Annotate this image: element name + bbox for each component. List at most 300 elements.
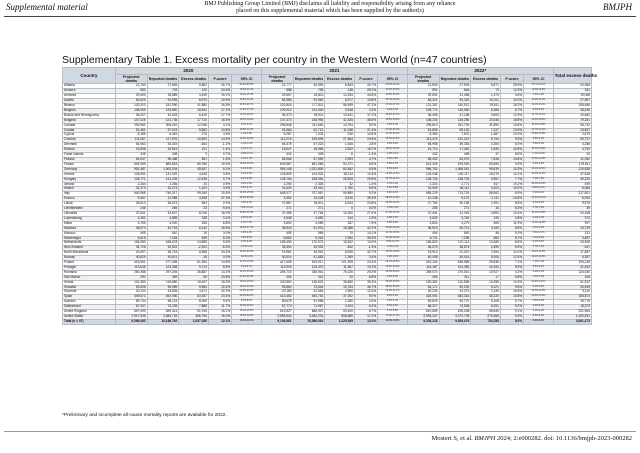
value-cell: 21,843 [407,84,439,89]
value-cell: 851 [179,158,209,163]
value-cell: 3,528 [179,197,209,202]
value-cell: 655,229 [407,192,439,197]
country-cell: Norway [63,256,116,261]
value-cell: 7,203 [293,133,325,138]
value-cell: 4,652 [293,216,325,221]
country-cell: Total (n = 47) [63,319,116,324]
ci-cell: 14.1%-14.2% [232,270,262,275]
value-cell: 108,234 [407,118,439,123]
value-cell: 110,836 [439,280,471,285]
country-cell: Armenia [63,94,116,99]
value-cell: 6,744 [471,138,501,143]
value-cell: 112,630 [293,108,325,113]
value-cell: 111,067 [115,138,147,143]
country-cell: Croatia [63,128,116,133]
value-cell: 82,985 [261,99,293,104]
ci-cell: 26.4%-26.7% [232,104,262,109]
ci-cell: 10.3%-10.4% [524,167,554,172]
subcolumn-header: Excess deaths [179,75,209,84]
value-cell: 2,391 [471,202,501,207]
ci-cell: 5.6%-5.8% [524,300,554,305]
value-cell: 669,844 [147,162,179,167]
value-cell: 29.3% [354,270,377,275]
value-cell: 94,737 [439,300,471,305]
ci-cell: 41.9%-42.3% [378,226,408,231]
value-cell: 12.9% [500,113,523,118]
value-cell: 10,163 [471,265,501,270]
value-cell: 0.0% [208,256,231,261]
value-cell: 17,587 [553,251,591,256]
value-cell: 148,995 [293,118,325,123]
ci-cell: 9.0%-9.4% [524,305,554,310]
value-cell: 35,112 [439,187,471,192]
value-cell: 5,121 [471,285,501,290]
ci-cell: 18.4%-20.0% [524,182,554,187]
value-cell: 28,445 [553,108,591,113]
value-cell: 31,890 [471,123,501,128]
value-cell: 93,332 [439,99,471,104]
ci-cell: 8.5%-8.7% [378,162,408,167]
value-cell: 312 [293,275,325,280]
country-cell: Montenegro [63,236,116,241]
ci-cell: 38.5%-38.8% [378,118,408,123]
ci-cell: 7.1%-7.2% [524,261,554,266]
ci-cell: 9.3%-9.4% [524,315,554,320]
country-cell: New Zealand [63,246,116,251]
value-cell: 3,199 [471,226,501,231]
value-cell: 270,001 [439,270,471,275]
value-cell: 9.0% [354,295,377,300]
ci-cell: 9.0%-9.1% [378,295,408,300]
value-cell: 10.9% [208,162,231,167]
value-cell: 22,373 [439,290,471,295]
value-cell: 1,103 [179,187,209,192]
value-cell: 30,590 [293,84,325,89]
value-cell: 26,825 [325,177,355,182]
value-cell: 413,452 [261,295,293,300]
value-cell: 6,357 [553,256,591,261]
value-cell: 155,450 [261,241,293,246]
value-cell: 428 [293,153,325,158]
ci-cell: 16.5%-16.6% [232,118,262,123]
ci-cell: 9.3%-9.6% [524,285,554,290]
ci-cell: 14.9%-15.3% [232,94,262,99]
value-cell: 8,843 [325,84,355,89]
value-cell: 100,962 [261,280,293,285]
ci-cell: 24.3%-24.5% [378,261,408,266]
value-cell: 27.4% [354,211,377,216]
value-cell: 120,816 [261,104,293,109]
value-cell: 113,645 [115,265,147,270]
value-cell: 26.5% [208,104,231,109]
value-cell: 5,562 [179,128,209,133]
value-cell: 2,394 [471,251,501,256]
ci-cell: 13.7%-14.1% [524,128,554,133]
ci-cell: 21.2%-21.6% [378,128,408,133]
value-cell: 492,930 [147,295,179,300]
value-cell: 4,632 [407,216,439,221]
value-cell: 5.7% [500,300,523,305]
value-cell: 9.5% [208,241,231,246]
value-cell: 31,443 [553,265,591,270]
ci-cell: 14.1%-15.0% [378,133,408,138]
value-cell: 6.0% [500,143,523,148]
value-cell: 40,629 [115,256,147,261]
value-cell: 916 [325,133,355,138]
value-cell: 41,525 [325,118,355,123]
value-cell: 140,912 [439,104,471,109]
value-cell: 3,203 [471,187,501,192]
ci-cell: 20.7%-21.0% [378,177,408,182]
value-cell: 47,746 [293,211,325,216]
ci-cell: 26.3%-26.9% [232,84,262,89]
value-cell: 0.7% [208,153,231,158]
value-cell: 32 [325,182,355,187]
value-cell: 10.8% [208,128,231,133]
ci-cell: 34.6%-36.0% [378,236,408,241]
value-cell: 55,432 [407,158,439,163]
value-cell: 255 [179,221,209,226]
value-cell: 16.5% [208,118,231,123]
ci-cell: 3.2%-3.6% [378,256,408,261]
value-cell: 19,784 [325,285,355,290]
ci-cell: 22.3%-25.3% [232,275,262,280]
value-cell: 2,955,542 [261,315,293,320]
country-cell: Netherlands [63,241,116,246]
value-cell: 24,605 [147,290,179,295]
value-cell: 69 [179,275,209,280]
value-cell: 31,066 [439,94,471,99]
value-cell: 63,070 [439,158,471,163]
value-cell: 10.4% [500,211,523,216]
value-cell: 450,744 [293,295,325,300]
value-cell: 7,295 [439,236,471,241]
value-cell: 604,059 [115,162,147,167]
value-cell: 20,168 [553,211,591,216]
value-cell: 140,117 [439,172,471,177]
value-cell: 37,441 [407,211,439,216]
value-cell: 1,545 [325,143,355,148]
country-header: Country [63,68,116,84]
value-cell: 10.8% [500,295,523,300]
value-cell: 42,811 [293,94,325,99]
value-cell: 9,069,482 [115,319,147,324]
value-cell: 292 [261,275,293,280]
value-cell: 10.5% [500,148,523,153]
value-cell: 519,517 [293,261,325,266]
subcolumn-header: Reported deaths [293,75,325,84]
value-cell: 51,461 [115,128,147,133]
country-cell: Spain [63,295,116,300]
value-cell: 4.6% [500,94,523,99]
ci-cell: 2.4%-2.7% [378,300,408,305]
value-cell: 10.8% [354,99,377,104]
value-cell: 59,353 [439,143,471,148]
ci-cell: 7.9%-10.7% [524,231,554,236]
value-cell: 640,968 [115,192,147,197]
value-cell: 359 [147,275,179,280]
value-cell: 609,587 [261,162,293,167]
value-cell: 1,780 [325,187,355,192]
value-cell: 10,248 [407,197,439,202]
value-cell: 17,710 [179,118,209,123]
subcolumn-header: Projected deaths [115,75,147,84]
value-cell: 83,321 [407,99,439,104]
ci-cell: 29.3%-29.4% [378,270,408,275]
value-cell: 15.5% [208,192,231,197]
value-cell: 139,699 [293,138,325,143]
value-cell: 5.1% [208,167,231,172]
ci-cell: 36.6%-36.9% [378,285,408,290]
country-cell: North Macedonia [63,251,116,256]
value-cell: 8.9% [500,192,523,197]
ci-cell: 25.7%-26.1% [524,84,554,89]
value-cell: 33,410 [293,187,325,192]
ci-cell: 4.4%-7.2% [524,275,554,280]
value-cell: 36,075 [407,246,439,251]
value-cell: 68,217 [407,305,439,310]
value-cell: 79,281 [553,118,591,123]
value-cell: 271 [439,207,471,212]
value-cell: 58,732 [553,123,591,128]
value-cell: 15,388 [325,226,355,231]
value-cell: 3.5% [208,187,231,192]
subcolumn-header: P-score [354,75,377,84]
value-cell: 9.7% [208,177,231,182]
value-cell: 18.5% [500,118,523,123]
country-cell: Switzerland [63,305,116,310]
country-cell: Germany [63,167,116,172]
ci-cell: 8.8%-9.0% [524,265,554,270]
value-cell: 2,264 [115,182,147,187]
country-cell: Monaco [63,231,116,236]
country-cell: Bosnia and Herzegovina [63,113,116,118]
value-cell: 141,209 [147,177,179,182]
value-cell: 713,791 [439,192,471,197]
value-cell: 4,256 [553,143,591,148]
value-cell: 36,543 [261,226,293,231]
total-excess-header: Total excess deaths [553,68,591,84]
value-cell: 435 [115,153,147,158]
value-cell: 45,225 [471,295,501,300]
value-cell: 27,764 [407,202,439,207]
value-cell: 31,370 [115,187,147,192]
ci-cell: 6.0%-6.4% [378,305,408,310]
value-cell: 23,847 [553,128,591,133]
value-cell: 6,461 [147,133,179,138]
ci-cell: 11.9%-12.1% [524,99,554,104]
value-cell: 287 [325,221,355,226]
ci-cell: 5.6%-5.8% [524,108,554,113]
value-cell: 34,932 [293,246,325,251]
value-cell: 951,487 [115,167,147,172]
value-cell: 7.5% [354,221,377,226]
value-cell: 6,093 [553,197,591,202]
ci-cell: 11.8%-12.9% [524,89,554,94]
value-cell: 5,006 [471,256,501,261]
value-cell: 6,658 [179,251,209,256]
ci-cell: 12.7%-15.5% [378,231,408,236]
value-cell: 37,628 [553,172,591,177]
value-cell: 736 [293,89,325,94]
ci-cell: 21.9%-22.5% [232,290,262,295]
value-cell: 61,512 [553,280,591,285]
value-cell: 13.5% [354,319,377,324]
value-cell: 734,258 [471,319,501,324]
value-cell: 12,438 [179,177,209,182]
ci-cell: 8.2%-9.2% [524,236,554,241]
ci-cell: 7.8%-8.8% [232,236,262,241]
value-cell: 5.9% [500,138,523,143]
value-cell: 2,284 [147,182,179,187]
value-cell: 24.5% [354,138,377,143]
footnote: *Preliminary and incomplete all-cause mortality reports are available for 2022. [62,413,227,418]
value-cell: 217,801 [553,192,591,197]
value-cell: 193,139 [553,261,591,266]
citation-authors: Mostert S, et al. [431,435,473,442]
ci-cell: 0.7%-2.1% [378,182,408,187]
value-cell: 38.6% [354,118,377,123]
value-cell: 19,611 [471,104,501,109]
value-cell: 16,509 [179,138,209,143]
value-cell: 8.5% [500,241,523,246]
ci-cell: 8.5%-9.0% [524,226,554,231]
value-cell: 584 [471,236,501,241]
value-cell: 2,326 [293,182,325,187]
value-cell: 21,760 [115,84,147,89]
value-cell: 59,292 [439,285,471,290]
value-cell: 9.9% [500,162,523,167]
value-cell: 43,547 [147,211,179,216]
value-cell: -1.2% [208,143,231,148]
ci-cell: 15.4%-15.6% [232,192,262,197]
country-cell: Belarus [63,104,116,109]
value-cell: 51,895 [407,128,439,133]
value-cell: 4,279 [439,221,471,226]
year-header-2021: 2021 [261,68,407,75]
value-cell: 27,484 [325,138,355,143]
value-cell: 14.6% [354,133,377,138]
value-cell: 15,497 [179,280,209,285]
ci-cell: 1.8%-2.2% [232,202,262,207]
ci-cell: 6.7%-7.2% [524,246,554,251]
value-cell: 106 [553,275,591,280]
value-cell: 5,108 [471,300,501,305]
value-cell: 1,649 [471,148,501,153]
value-cell: 54,319 [147,143,179,148]
value-cell: 13,289 [471,241,501,246]
value-cell: 0 [325,207,355,212]
value-cell: 17.7% [208,113,231,118]
value-cell: 9.2% [354,192,377,197]
country-cell: Greece [63,172,116,177]
value-cell: 2,354 [325,236,355,241]
value-cell: 20,234 [407,290,439,295]
value-cell: 120 [179,89,209,94]
ci-cell: 8.4%-8.7% [232,265,262,270]
value-cell: 48,547 [179,167,209,172]
ci-cell: -1.4%-1.0% [232,143,262,148]
value-cell: 959,148 [261,167,293,172]
value-cell: -10.8% [500,197,523,202]
value-cell: 148 [325,89,355,94]
value-cell: 42.1% [354,226,377,231]
value-cell: 607,499 [115,310,147,315]
country-cell: Estonia [63,148,116,153]
ci-cell: 1.4%-1.7% [232,158,262,163]
value-cell: 10.0% [354,241,377,246]
value-cell: 55,066 [261,158,293,163]
value-cell: 104 [325,216,355,221]
value-cell: 41,333 [439,211,471,216]
value-cell: 28,573 [147,202,179,207]
year-header-2020: 2020 [115,68,261,75]
value-cell: 740,317 [147,192,179,197]
value-cell: 22,307 [439,251,471,256]
value-cell: 138,700 [439,177,471,182]
value-cell: 15.1% [208,94,231,99]
country-cell: Sweden [63,300,116,305]
ci-cell: 12.1%-12.7% [378,290,408,295]
value-cell: 4,089 [293,221,325,226]
value-cell: 50,737 [553,138,591,143]
value-cell: 432 [407,153,439,158]
value-cell: 508,689 [325,315,355,320]
value-cell: 676,208 [439,310,471,315]
value-cell: 33.2% [208,251,231,256]
value-cell: 3 [179,153,209,158]
value-cell: 37,292 [325,295,355,300]
value-cell: 6,711 [407,236,439,241]
value-cell: 2,280 [325,300,355,305]
value-cell: 447 [471,182,501,187]
value-cell: 37,486 [261,211,293,216]
value-cell: 613,527 [261,310,293,315]
value-cell: 35,394 [261,246,293,251]
value-cell: 52,371 [325,162,355,167]
value-cell: 6,662 [261,236,293,241]
value-cell: 8.6% [500,202,523,207]
value-cell: 4,451 [115,216,147,221]
value-cell: 16.2% [500,104,523,109]
ci-cell: 40.3%-41.0% [378,84,408,89]
value-cell: 44.8% [354,94,377,99]
value-cell: 311 [439,275,471,280]
value-cell: 271 [293,207,325,212]
country-cell: Portugal [63,265,116,270]
value-cell: 201,964 [553,310,591,315]
value-cell: 5.8% [500,275,523,280]
value-cell: 19,068 [553,94,591,99]
value-cell: 8.7% [354,310,377,315]
value-cell: 59,089 [147,285,179,290]
value-cell: 18,569 [293,148,325,153]
ci-cell: 42.4%-43.0% [378,251,408,256]
value-cell: 42,716 [147,226,179,231]
value-cell: 18.7% [354,148,377,153]
subcolumn-header: 95% CI [524,75,554,84]
value-cell: 260,358 [115,270,147,275]
value-cell: 15.1% [208,310,231,315]
value-cell: 67,773 [261,305,293,310]
value-cell: 15 [179,231,209,236]
ci-cell: -1.5%-1.1% [378,246,408,251]
value-cell: 19.2% [500,182,523,187]
value-cell: 60,655 [471,162,501,167]
value-cell: 18,114 [325,172,355,177]
value-cell: 9,137 [439,197,471,202]
value-cell: 43,406 [553,241,591,246]
